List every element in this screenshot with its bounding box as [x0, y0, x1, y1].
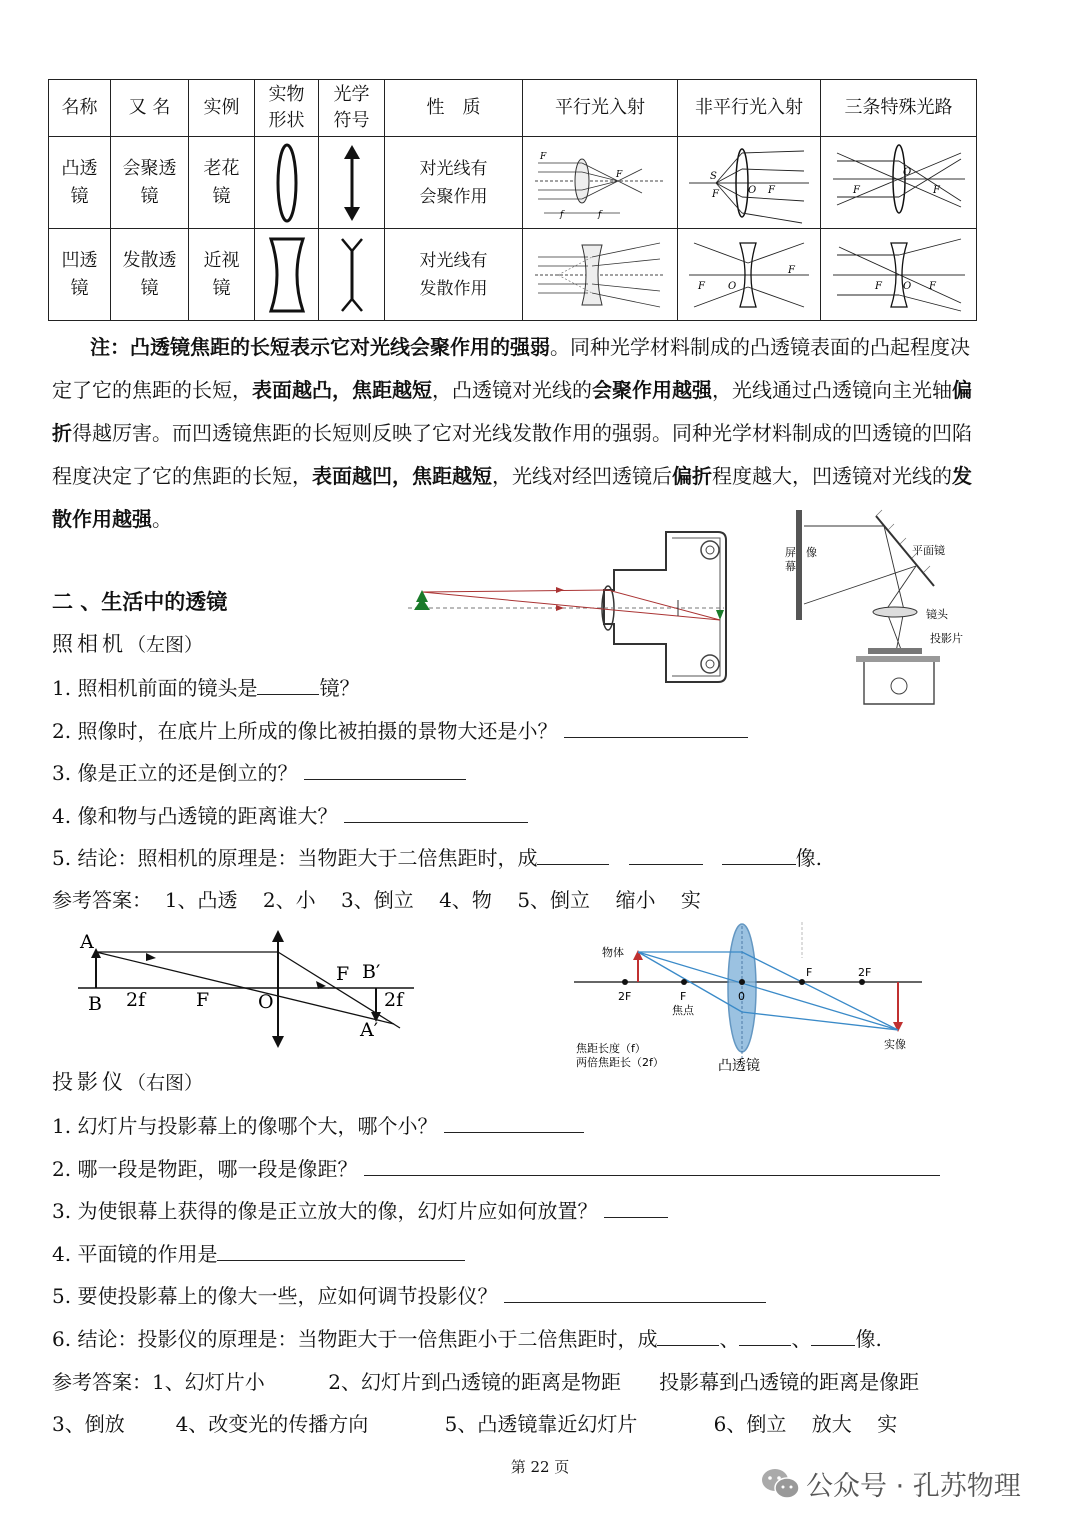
header-alias: 又 名 — [111, 80, 189, 137]
projector-q6-blank-3[interactable] — [811, 1325, 855, 1346]
projector-q2-text: 2. 哪一段是物距，哪一段是像距？ — [52, 1157, 358, 1181]
cell-example: 近视 镜 — [189, 229, 255, 321]
header-nonparallel: 非平行光入射 — [678, 80, 821, 137]
projector-q1-text: 1. 幻灯片与投影幕上的像哪个大，哪个小？ — [52, 1114, 438, 1138]
camera-question-3 — [52, 757, 466, 786]
diagram-label-S: S — [710, 170, 717, 182]
camera-question-4 — [52, 800, 528, 829]
note-emphasis: 凸透镜焦距的长短表示它对光线会聚作用的强弱 — [130, 335, 550, 359]
diagram-label-f: f — [598, 209, 602, 220]
diagram-label-F: F — [928, 280, 936, 292]
camera-hint: （左图） — [127, 634, 204, 656]
projector-title — [52, 1066, 203, 1096]
projector-q6-end: 像. — [855, 1327, 882, 1351]
ray2-label-2F: 2F — [618, 990, 632, 1003]
note-text: 。同种光学材料制成的凸透镜表面的凸起程度决定了它的焦距的长短， — [52, 335, 970, 402]
fig-screen-label: 屏幕 — [785, 546, 796, 573]
note-text: ，光线通过凸透镜向主光轴 — [712, 378, 952, 402]
note-body — [52, 335, 972, 531]
projector-diagram — [784, 506, 970, 712]
header-parallel: 平行光入射 — [523, 80, 678, 137]
diagram-label-F: F — [616, 169, 623, 180]
projector-q2-blank[interactable] — [364, 1155, 940, 1176]
concave-lens-symbol-icon — [332, 233, 372, 317]
header-symbol: 光学 符号 — [319, 80, 385, 137]
note-emphasis: 表面越凸，焦距越短 — [252, 378, 432, 402]
camera-q1-text: 1. 照相机前面的镜头是 — [52, 676, 258, 700]
cell-three-rays-concave — [821, 229, 977, 321]
projector-question-4 — [52, 1238, 465, 1267]
cell-alias: 会聚透 镜 — [111, 137, 189, 229]
cell-property: 对光线有 会聚作用 — [385, 137, 523, 229]
note-emphasis: 发散作用越强 — [52, 464, 972, 531]
ray1-label-B-prime: B′ — [362, 961, 381, 983]
ray1-label-A: A — [80, 931, 94, 953]
note-emphasis: 表面越凹，焦距越短 — [312, 464, 492, 488]
ray1-label-F-right: F — [336, 963, 350, 985]
concave-three-rays-diagram — [829, 233, 969, 317]
table-row-concave — [49, 229, 977, 321]
ray2-label-real-image: 实像 — [884, 1038, 906, 1051]
diagram-label-F: F — [768, 184, 775, 196]
cell-name: 凸透 镜 — [49, 137, 111, 229]
ray2-label-F: F — [680, 990, 687, 1003]
diagram-label-F: F — [874, 280, 882, 292]
ray2-label-2F-right: 2F — [858, 966, 872, 979]
camera-diagram — [404, 524, 734, 690]
camera-q1-blank[interactable] — [257, 674, 319, 695]
note-text: 程度越大，凹透镜对光线的 — [712, 464, 952, 488]
fig-slide-label: 投影片 — [930, 632, 963, 645]
ray2-label-lens: 凸透镜 — [718, 1058, 760, 1074]
page-number: 第 22 页 — [510, 1458, 570, 1476]
diagram-label-O: O — [902, 166, 911, 178]
cell-parallel-convex — [523, 137, 678, 229]
camera-q5-blank-1[interactable] — [537, 844, 609, 865]
note-text: ，光线对经凹透镜后 — [492, 464, 672, 488]
camera-q5-blank-2[interactable] — [629, 844, 703, 865]
diagram-label-F: F — [788, 264, 795, 276]
cell-symbol — [319, 229, 385, 321]
watermark: 公众号 · 孔苏物理 — [806, 1471, 1021, 1502]
projector-answer-2: 3、倒放 4、改变光的传播方向 5、凸透镜靠近幻灯片 6、倒立 放大 实 — [52, 1412, 898, 1436]
projector-question-2 — [52, 1153, 940, 1182]
camera-q1-end: 镜？ — [319, 676, 360, 700]
convex-three-rays-diagram — [829, 141, 969, 225]
concave-parallel-rays-diagram — [530, 233, 670, 317]
ray1-label-O: O — [258, 991, 274, 1013]
convex-lens-shape-icon — [267, 141, 307, 225]
projector-q3-text: 3. 为使银幕上获得的像是正立放大的像，幻灯片应如何放置？ — [52, 1199, 598, 1223]
cell-property: 对光线有 发散作用 — [385, 229, 523, 321]
cell-alias: 发散透 镜 — [111, 229, 189, 321]
cell-shape — [255, 229, 319, 321]
camera-q4-blank[interactable] — [344, 802, 528, 823]
note-prefix: 注： — [90, 335, 130, 359]
fig-image-label: 像 — [806, 546, 817, 559]
camera-question-2 — [52, 715, 748, 744]
camera-q3-blank[interactable] — [304, 759, 466, 780]
projector-title-text: 投影仪 — [52, 1070, 127, 1094]
projector-question-1 — [52, 1110, 584, 1139]
camera-q5-text: 5. 结论：照相机的原理是：当物距大于二倍焦距时，成 — [52, 846, 538, 870]
camera-q5-end: 像. — [795, 846, 822, 870]
camera-answer: 参考答案： 1、凸透 2、小 3、倒立 4、物 5、倒立 缩小 实 — [52, 888, 701, 912]
camera-question-1 — [52, 672, 359, 701]
section-title: 二 、生活中的透镜 — [52, 589, 228, 614]
camera-q4-text: 4. 像和物与凸透镜的距离谁大？ — [52, 804, 338, 828]
convex-lens-symbol-icon — [332, 141, 372, 225]
ray-diagram-convex-lens — [570, 918, 930, 1078]
note-text: 得越厉害。而凹透镜焦距的长短则反映了它对光线发散作用的强弱。同种光学材料制成的凹透镜的凹陷程度决定了它的焦距的长短， — [52, 421, 972, 488]
diagram-label-f: f — [560, 209, 564, 220]
camera-q3-text: 3. 像是正立的还是倒立的？ — [52, 761, 298, 785]
note-emphasis: 偏折 — [672, 464, 712, 488]
ray1-label-F: F — [196, 989, 210, 1011]
ray-diagram-camera — [74, 924, 420, 1050]
ray1-label-2f: 2f — [126, 989, 146, 1011]
ray2-label-O: 0 — [738, 990, 745, 1003]
convex-nonparallel-rays-diagram — [684, 141, 814, 225]
fig-lens-label: 镜头 — [926, 608, 948, 621]
table-header-row — [49, 80, 977, 137]
cell-parallel-concave — [523, 229, 678, 321]
projector-q3-blank[interactable] — [604, 1197, 668, 1218]
camera-title — [52, 628, 203, 658]
wechat-icon — [760, 1466, 802, 1502]
fig-mirror-label: 平面镜 — [912, 544, 945, 557]
diagram-label-O: O — [728, 280, 737, 292]
projector-answer-1: 参考答案：1、幻灯片小 2、幻灯片到凸透镜的距离是物距 投影幕到凸透镜的距离是像距 — [52, 1370, 920, 1394]
ray2-legend-double-focal: 两倍焦距长（2f） — [576, 1056, 664, 1069]
diagram-label-O: O — [748, 184, 757, 196]
ray2-label-object: 物体 — [602, 946, 624, 959]
header-shape: 实物 形状 — [255, 80, 319, 137]
header-name: 名称 — [49, 80, 111, 137]
camera-q2-blank[interactable] — [564, 717, 748, 738]
ray2-legend-focal: 焦距长度（f） — [576, 1042, 646, 1055]
note-text: 。 — [152, 507, 172, 531]
cell-shape — [255, 137, 319, 229]
cell-example: 老花 镜 — [189, 137, 255, 229]
cell-name: 凹透 镜 — [49, 229, 111, 321]
camera-q2-text: 2. 照像时，在底片上所成的像比被拍摄的景物大还是小？ — [52, 719, 558, 743]
diagram-label-F: F — [712, 188, 719, 200]
ray1-label-B: B — [88, 993, 102, 1015]
projector-question-3 — [52, 1195, 668, 1224]
concave-nonparallel-rays-diagram — [684, 233, 814, 317]
ray2-label-F-right: F — [806, 966, 813, 979]
projector-q4-blank[interactable] — [217, 1240, 465, 1261]
header-three-rays: 三条特殊光路 — [821, 80, 977, 137]
diagram-label-F: F — [540, 151, 547, 162]
diagram-label-F: F — [852, 184, 860, 196]
header-property: 性 质 — [385, 80, 523, 137]
camera-q5-blank-3[interactable] — [722, 844, 796, 865]
ray1-label-2f-right: 2f — [384, 989, 404, 1011]
projector-q6-text: 6. 结论：投影仪的原理是：当物距大于一倍焦距小于二倍焦距时，成 — [52, 1327, 658, 1351]
diagram-label-O: O — [902, 280, 911, 292]
cell-three-rays-convex — [821, 137, 977, 229]
projector-q4-text: 4. 平面镜的作用是 — [52, 1242, 218, 1266]
ray1-label-A-prime: A′ — [360, 1019, 379, 1041]
header-example: 实例 — [189, 80, 255, 137]
concave-lens-shape-icon — [265, 233, 309, 317]
table-row-convex — [49, 137, 977, 229]
camera-title-text: 照相机 — [52, 632, 127, 656]
projector-q1-blank[interactable] — [444, 1112, 584, 1133]
projector-question-6: 6. 结论：投影仪的原理是：当物距大于一倍焦距小于二倍焦距时，成 、 、 像. — [52, 1327, 882, 1351]
projector-hint: （右图） — [127, 1072, 204, 1094]
cell-symbol — [319, 137, 385, 229]
note-text: ，凸透镜对光线的 — [432, 378, 592, 402]
diagram-label-F: F — [698, 280, 705, 292]
diagram-label-F: F — [932, 184, 940, 196]
projector-q6-blank-2[interactable] — [739, 1325, 791, 1346]
camera-question-5 — [52, 842, 822, 871]
lens-comparison-table — [48, 79, 977, 321]
projector-q6-blank-1[interactable] — [657, 1325, 719, 1346]
note-emphasis: 偏折 — [52, 378, 972, 445]
projector-q5-text: 5. 要使投影幕上的像大一些，应如何调节投影仪？ — [52, 1284, 498, 1308]
projector-q5-blank[interactable] — [504, 1282, 766, 1303]
ray2-label-focus: 焦点 — [672, 1004, 694, 1017]
convex-parallel-rays-diagram — [530, 141, 670, 225]
cell-nonparallel-convex — [678, 137, 821, 229]
projector-question-5 — [52, 1280, 766, 1309]
note-emphasis: 会聚作用越强 — [592, 378, 712, 402]
cell-nonparallel-concave — [678, 229, 821, 321]
